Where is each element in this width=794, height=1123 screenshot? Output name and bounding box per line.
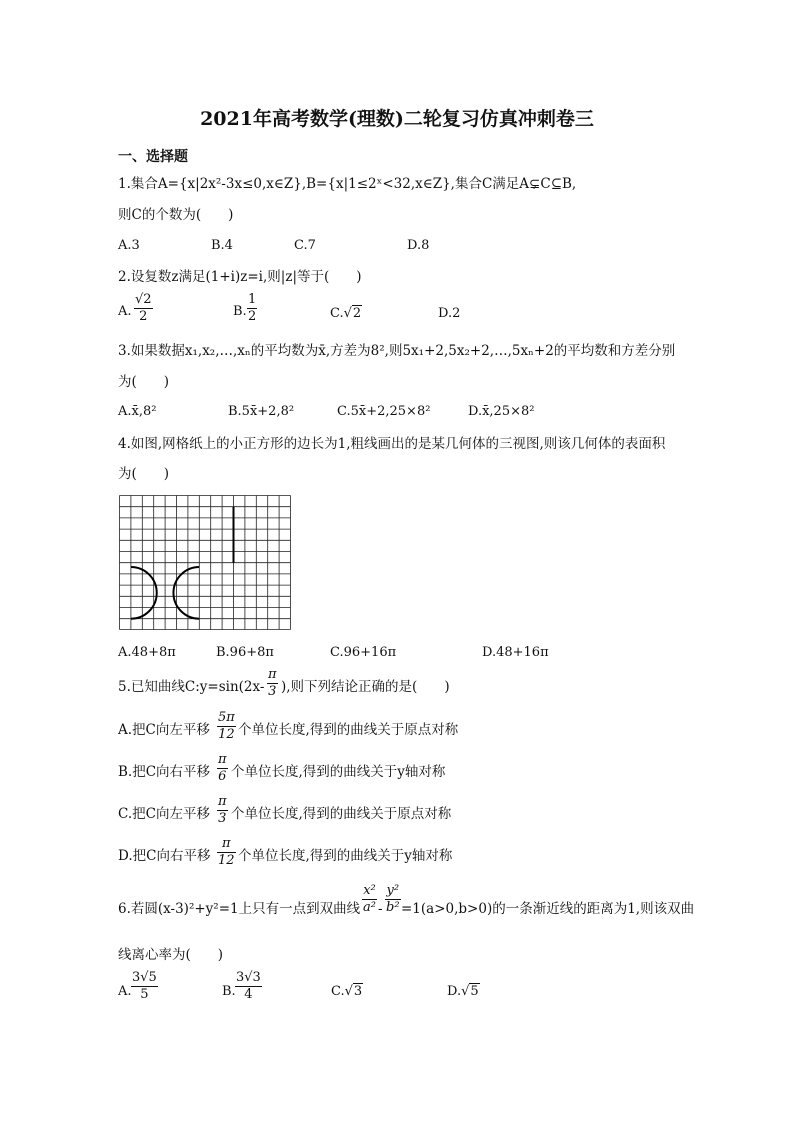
q5-option-c-pre: C.把C向左平移	[118, 806, 210, 822]
q5-option-d-numerator: π	[217, 836, 236, 853]
q1-option-d: D.8	[407, 238, 430, 253]
q5-option-c-numerator: π	[218, 794, 227, 809]
q5-option-b-numerator: π	[218, 752, 227, 767]
q5-stem-denominator: 3	[268, 684, 277, 699]
q4-option-c: C.96+16π	[330, 645, 397, 660]
q5-option-a-post: 个单位长度,得到的曲线关于原点对称	[238, 722, 459, 738]
q2-option-a-numerator: √2	[135, 292, 152, 307]
q3-option-b: B.5x̄+2,8²	[228, 404, 295, 419]
q2-option-b-label: B.	[233, 304, 247, 319]
q1-stem-line1: 1.集合A={x|2x²-3x≤0,x∈Z},B={x|1≤2ˣ<32,x∈Z},集合C满足A⊊C⊆B,	[118, 176, 577, 192]
section-heading: 一、选择题	[118, 149, 188, 165]
side-view-arc	[173, 567, 199, 619]
q6-option-b-numerator: 3√3	[236, 970, 261, 985]
q2-option-a-label: A.	[118, 304, 132, 319]
q6-option-a-fraction	[131, 970, 158, 1003]
q6-option-b-label: B.	[222, 984, 236, 999]
q5-option-c-post: 个单位长度,得到的曲线关于原点对称	[231, 806, 452, 822]
q3-option-c: C.5x̄+2,25×8²	[337, 404, 431, 419]
q6-minus-sign: -	[378, 901, 383, 917]
q6-option-c-radicand: 3	[353, 984, 363, 999]
q6-option-a-denominator: 5	[140, 987, 149, 1002]
q5-stem-part1: 5.已知曲线C:y=sin(2x-	[118, 679, 265, 695]
q5-stem-numerator: π	[268, 667, 277, 682]
q5-option-b-denominator: 6	[218, 769, 227, 784]
q6-option-b-fraction	[235, 970, 262, 1003]
q6-stem-line2: 线离心率为( )	[118, 947, 224, 963]
q4-option-d: D.48+16π	[482, 645, 549, 660]
q6-option-c: C.√3	[331, 984, 363, 999]
q1-option-a: A.3	[118, 238, 140, 253]
q1-stem-line2: 则C的个数为( )	[118, 207, 234, 223]
q5-option-c-denominator: 3	[218, 811, 227, 826]
three-view-grid-figure	[119, 495, 291, 631]
q2-option-c: C.√2	[330, 306, 362, 321]
q2-option-c-label: C.	[330, 306, 344, 321]
q5-option-a-numerator: 5π	[218, 710, 235, 725]
q5-stem-part2: ),则下列结论正确的是( )	[281, 679, 450, 695]
q3-option-a: A.x̄,8²	[118, 404, 157, 419]
q6-stem-part1: 6.若圆(x-3)²+y²=1上只有一点到双曲线	[118, 901, 361, 917]
q6-stem-part2: =1(a>0,b>0)的一条渐近线的距离为1,则该双曲	[401, 901, 695, 917]
q2-option-a-fraction	[134, 292, 153, 325]
q4-stem-line2: 为( )	[118, 466, 170, 482]
q6-fraction-x	[362, 883, 377, 916]
grid-lines	[120, 496, 291, 630]
q5-option-d-denominator: 12	[218, 853, 235, 868]
q1-option-b: B.4	[211, 238, 233, 253]
q5-option-d-fraction	[217, 836, 236, 869]
q4-option-b: B.96+8π	[216, 645, 274, 660]
q5-option-d-pre: D.把C向右平移	[118, 848, 211, 864]
q3-stem-line1: 3.如果数据x₁,x₂,…,xₙ的平均数为x̄,方差为8²,则5x₁+2,5x₂+2,…,5xₙ+2的平均数和方差分别	[118, 343, 676, 359]
q2-option-c-radicand: 2	[352, 306, 362, 321]
q2-option-b-fraction	[247, 292, 257, 325]
q3-option-d: D.x̄,25×8²	[468, 404, 535, 419]
page-title: 2021年高考数学(理数)二轮复习仿真冲刺卷三	[200, 108, 594, 130]
q4-option-a: A.48+8π	[118, 645, 176, 660]
q5-stem-fraction	[267, 667, 278, 700]
q5-option-b-post: 个单位长度,得到的曲线关于y轴对称	[231, 764, 446, 780]
q6-fraction-y-numerator: y²	[386, 883, 400, 898]
q2-option-d: D.2	[438, 306, 461, 321]
q5-option-a-denominator: 12	[218, 727, 235, 742]
q6-fraction-x-denominator: a²	[363, 900, 376, 915]
front-view-arc	[131, 567, 157, 619]
q5-option-a-fraction	[217, 710, 236, 743]
q4-stem-line1: 4.如图,网格纸上的小正方形的边长为1,粗线画出的是某几何体的三视图,则该几何体的表面积	[118, 436, 666, 452]
q5-option-d-post: 个单位长度,得到的曲线关于y轴对称	[238, 848, 453, 864]
q6-option-d: D.√5	[447, 984, 479, 999]
q6-option-a-numerator: 3√5	[132, 970, 157, 985]
q3-stem-line2: 为( )	[118, 374, 170, 390]
q6-option-d-label: D.	[447, 984, 462, 999]
q6-fraction-x-numerator: x²	[363, 883, 376, 898]
q2-option-a-denominator: 2	[139, 309, 148, 324]
q6-option-a-label: A.	[118, 984, 132, 999]
q5-option-b-pre: B.把C向右平移	[118, 764, 211, 780]
q5-option-a-pre: A.把C向左平移	[118, 722, 210, 738]
q2-option-b-denominator: 2	[248, 309, 257, 324]
q6-fraction-y-denominator: b²	[386, 900, 400, 915]
q2-option-b-numerator: 1	[248, 292, 257, 307]
q6-option-b-denominator: 4	[244, 987, 253, 1002]
q2-stem: 2.设复数z满足(1+i)z=i,则|z|等于( )	[118, 269, 362, 285]
q6-option-c-label: C.	[331, 984, 345, 999]
q5-option-c-fraction	[217, 794, 228, 827]
q6-fraction-y	[385, 883, 401, 916]
q1-option-c: C.7	[294, 238, 316, 253]
q5-option-b-fraction	[217, 752, 228, 785]
q6-option-d-radicand: 5	[470, 984, 479, 999]
